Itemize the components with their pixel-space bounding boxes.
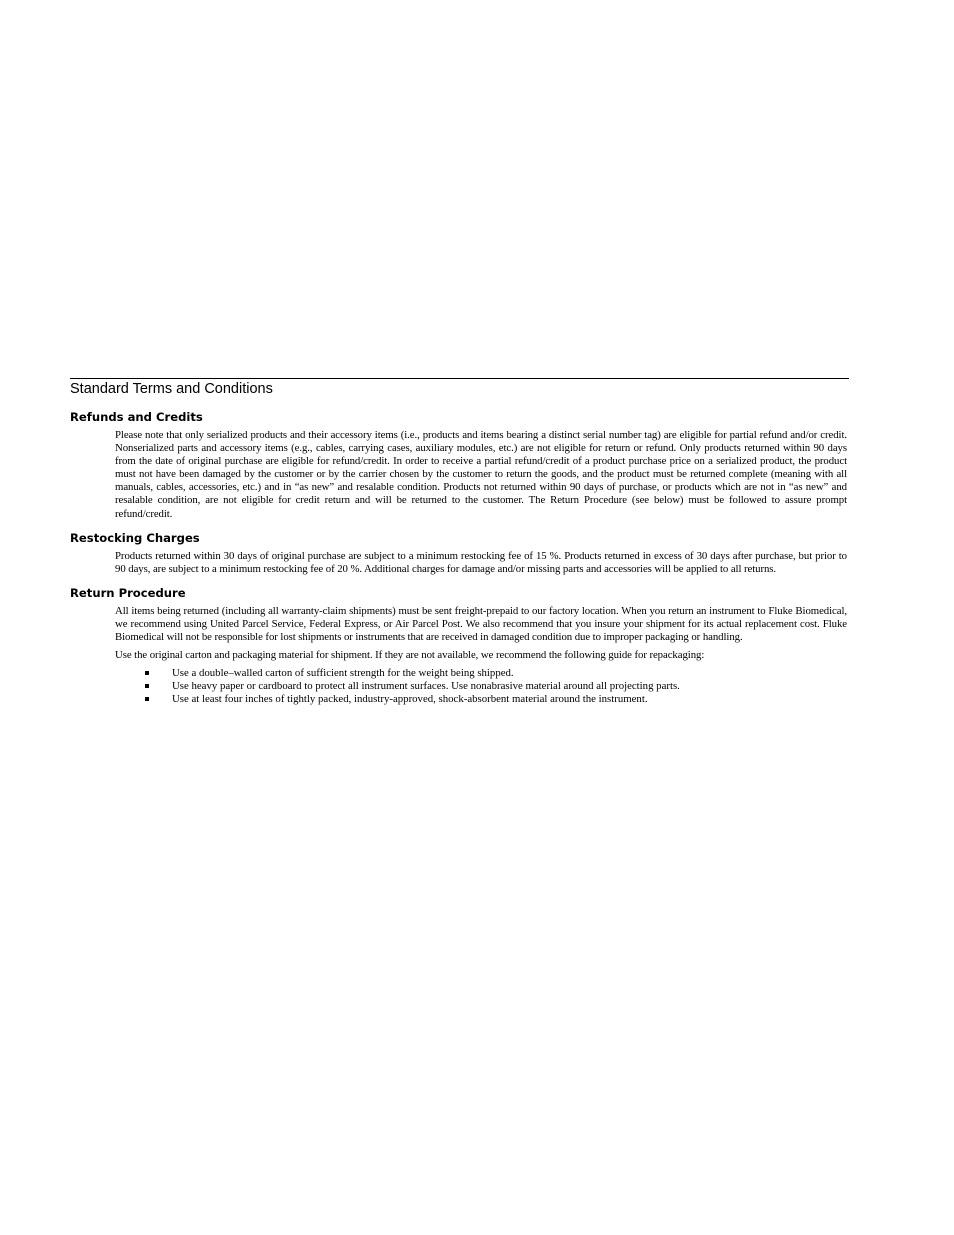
document-body xyxy=(70,378,849,707)
square-bullet-icon xyxy=(145,684,149,688)
square-bullet-icon xyxy=(145,671,149,675)
list-item-text: Use a double–walled carton of sufficient strength for the weight being shipped. xyxy=(172,667,514,680)
title-divider xyxy=(70,378,849,379)
page-title: Standard Terms and Conditions xyxy=(70,381,273,397)
list-item xyxy=(145,693,845,706)
square-bullet-icon xyxy=(145,697,149,701)
repackaging-intro-paragraph: Use the original carton and packaging material for shipment. If they are not available, we recommend the following guide for repackaging: xyxy=(115,649,705,662)
list-item xyxy=(145,680,845,693)
section-heading-restocking-charges: Restocking Charges xyxy=(70,530,200,545)
list-item-text: Use heavy paper or cardboard to protect all instrument surfaces. Use nonabrasive material around all projecting parts. xyxy=(172,680,680,693)
list-item xyxy=(145,667,845,680)
section-heading-return-procedure: Return Procedure xyxy=(70,585,186,600)
refunds-paragraph: Please note that only serialized products and their accessory items (i.e., products and items bearing a distinct serial number tag) are eligible for partial refund and/or credit. Nonserialized parts and accessory items (e.g., cables, carrying cases, auxiliary modules, etc.) are not eligible for return or refund. Only products returned within 90 days from the date of original purchase are eligible for refund/credit. In order to receive a partial refund/credit of a product purchase price on a serialized product, the product must not have been damaged by the customer or by the carrier chosen by the customer to return the goods, and the product must be returned complete (meaning with all manuals, cables, accessories, etc.) and in “as new” and resalable condition. Products not returned within 90 days of purchase, or products which are not in “as new” and resalable condition, are not eligible for credit return and will be returned to the customer. The Return Procedure (see below) must be followed to assure prompt refund/credit. xyxy=(115,429,847,520)
return-procedure-paragraph: All items being returned (including all warranty-claim shipments) must be sent freight-prepaid to our factory location. When you return an instrument to Fluke Biomedical, we recommend using United Parcel Service, Federal Express, or Air Parcel Post. We also recommend that you insure your shipment for its actual replacement cost. Fluke Biomedical will not be responsible for lost shipments or instruments that are received in damaged condition due to improper packaging or handling. xyxy=(115,604,847,644)
list-item-text: Use at least four inches of tightly packed, industry-approved, shock-absorbent material around the instrument. xyxy=(172,693,648,706)
restocking-paragraph: Products returned within 30 days of original purchase are subject to a minimum restocking fee of 15 %. Products returned in excess of 30 days after purchase, but prior to 90 days, are subject to a minimum restocking fee of 20 %. Additional charges for damage and/or missing parts and accessories will be applied to all returns. xyxy=(115,549,847,575)
section-heading-refunds-and-credits: Refunds and Credits xyxy=(70,410,203,424)
repackaging-guide-list xyxy=(145,667,845,706)
